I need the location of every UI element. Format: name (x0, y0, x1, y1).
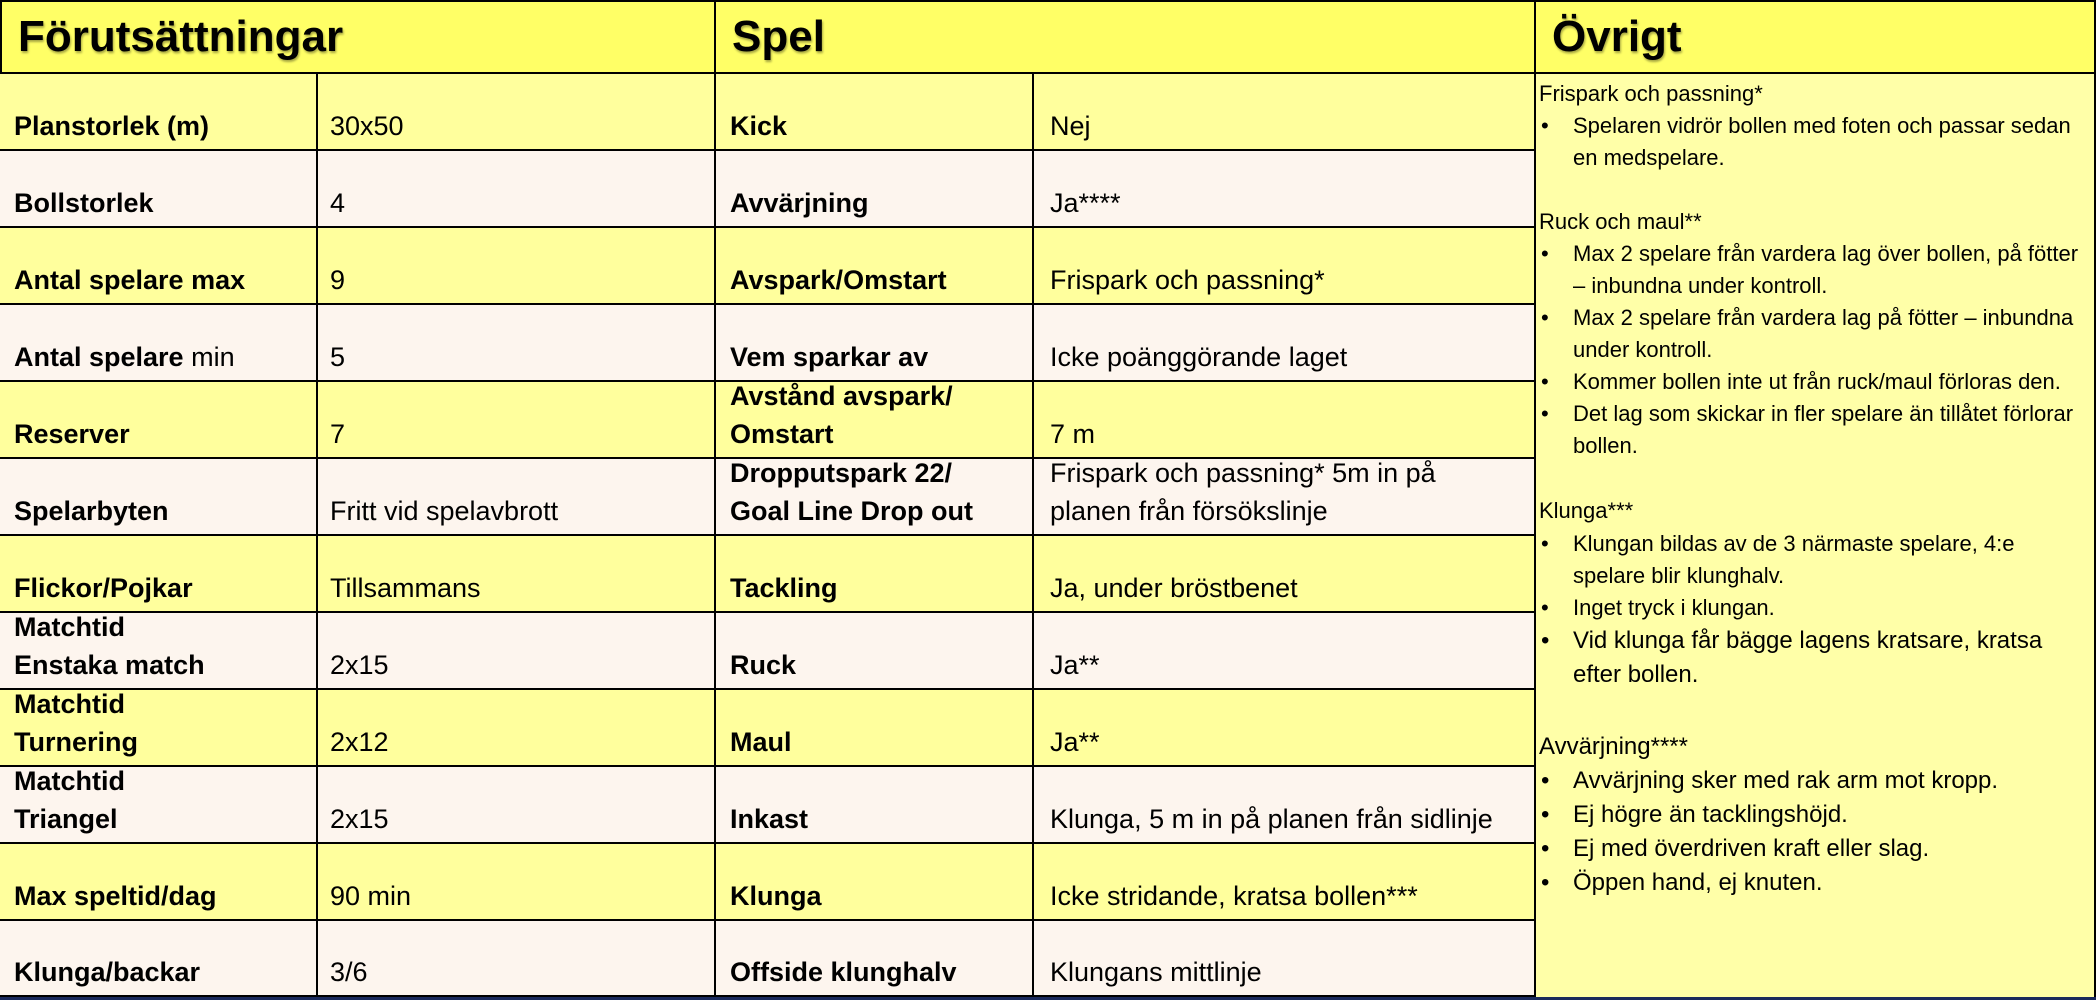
ovrigt-panel (1534, 74, 2096, 997)
header-ovrigt (1534, 0, 2096, 74)
condition-label (0, 382, 316, 457)
spel-label: Inkast (730, 804, 809, 834)
condition-label (0, 844, 316, 919)
condition-label-text: Matchtid Enstaka match (14, 612, 205, 680)
table-row (0, 536, 1536, 613)
spel-label: Tackling (730, 573, 838, 603)
list-item: • Avvärjning sker med rak arm mot kropp. (1539, 764, 2086, 798)
spel-value: Ja, under bröstbenet (1050, 573, 1298, 603)
table-row (0, 151, 1536, 228)
table-row (0, 74, 1536, 151)
condition-label-text: Antal spelare (14, 342, 184, 372)
condition-value: 2x12 (330, 727, 389, 757)
condition-label (0, 459, 316, 534)
condition-label-text: Matchtid Triangel (14, 766, 125, 834)
spel-value: Icke stridande, kratsa bollen*** (1050, 881, 1418, 911)
spel-value: Icke poänggörande laget (1050, 342, 1348, 372)
table-row (0, 382, 1536, 459)
ovrigt-section (1539, 494, 2086, 692)
spel-value: Klungans mittlinje (1050, 957, 1262, 987)
spel-value: Nej (1050, 111, 1091, 141)
spel-label: Dropputspark 22/ Goal Line Drop out (730, 458, 973, 526)
spel-value: Ja** (1050, 650, 1100, 680)
condition-label (0, 767, 316, 842)
condition-label-text: Spelarbyten (14, 496, 169, 526)
spel-label: Avstånd avspark/ Omstart (730, 381, 953, 449)
condition-value: 5 (330, 342, 346, 372)
table-row (0, 613, 1536, 690)
condition-label-text: Reserver (14, 419, 130, 449)
spel-value: Klunga, 5 m in på planen från sidlinje (1050, 804, 1493, 834)
spel-label: Avvärjning (730, 188, 869, 218)
divider (1032, 74, 1034, 997)
condition-label (0, 151, 316, 226)
condition-label-text: Max speltid/dag (14, 881, 217, 911)
condition-value: 30x50 (330, 111, 404, 141)
condition-value: 3/6 (330, 957, 368, 987)
condition-label (0, 921, 316, 995)
header-ovrigt-label: Övrigt (1552, 12, 1682, 61)
condition-value: 90 min (330, 881, 412, 911)
condition-label (0, 690, 316, 765)
ovrigt-list (1539, 764, 2086, 900)
table-row (0, 844, 1536, 921)
spel-label: Maul (730, 727, 792, 757)
ovrigt-section (1539, 206, 2086, 462)
spel-value: Frispark och passning* 5m in på planen från försökslinje (1050, 458, 1436, 526)
divider (316, 74, 318, 997)
condition-value: 2x15 (330, 804, 389, 834)
condition-value: 4 (330, 188, 346, 218)
header-forutsattningar (0, 0, 716, 74)
ovrigt-section-title: Klunga*** (1539, 498, 1634, 523)
ovrigt-section-title: Avvärjning**** (1539, 733, 1688, 760)
divider (714, 74, 716, 997)
spel-label: Ruck (730, 650, 797, 680)
condition-label-text: Antal spelare max (14, 265, 246, 295)
list-item: • Klungan bildas av de 3 närmaste spelare, 4:e spelare blir klunghalv. (1539, 528, 2086, 592)
table-row (0, 767, 1536, 844)
spel-label: Klunga (730, 881, 822, 911)
list-item: • Spelaren vidrör bollen med foten och passar sedan en medspelare. (1539, 110, 2086, 174)
condition-value: 2x15 (330, 650, 389, 680)
list-item: • Max 2 spelare från vardera lag över bollen, på fötter – inbundna under kontroll. (1539, 238, 2086, 302)
condition-label (0, 305, 316, 380)
spel-label: Offside klunghalv (730, 957, 957, 987)
header-spel (714, 0, 1536, 74)
table-row (0, 459, 1536, 536)
condition-value: 9 (330, 265, 346, 295)
spel-value: 7 m (1050, 419, 1096, 449)
condition-label-text: Flickor/Pojkar (14, 573, 193, 603)
list-item: • Det lag som skickar in fler spelare än tillåtet förlorar bollen. (1539, 398, 2086, 462)
spel-value: Ja** (1050, 727, 1100, 757)
ovrigt-list (1539, 110, 2086, 174)
condition-value: Fritt vid spelavbrott (330, 496, 559, 526)
condition-value: 7 (330, 419, 346, 449)
header-spel-label: Spel (732, 12, 825, 61)
ovrigt-section-title: Ruck och maul** (1539, 209, 1702, 234)
condition-value: Tillsammans (330, 573, 481, 603)
condition-label-suffix: min (183, 342, 235, 372)
ovrigt-section (1539, 78, 2086, 174)
list-item: • Max 2 spelare från vardera lag på fötter – inbundna under kontroll. (1539, 302, 2086, 366)
spel-label: Vem sparkar av (730, 342, 929, 372)
spel-value: Frispark och passning* (1050, 265, 1325, 295)
spel-label: Avspark/Omstart (730, 265, 947, 295)
spel-value: Ja**** (1050, 188, 1121, 218)
table-row (0, 690, 1536, 767)
table-row (0, 228, 1536, 305)
list-item: • Ej med överdriven kraft eller slag. (1539, 832, 2086, 866)
condition-label (0, 74, 316, 149)
table-row (0, 305, 1536, 382)
spel-label: Kick (730, 111, 788, 141)
condition-label (0, 228, 316, 303)
ovrigt-section-title: Frispark och passning* (1539, 81, 1763, 106)
condition-label-text: Matchtid Turnering (14, 689, 138, 757)
ovrigt-list (1539, 528, 2086, 692)
list-item: • Kommer bollen inte ut från ruck/maul förloras den. (1539, 366, 2086, 398)
condition-label (0, 613, 316, 688)
ovrigt-section (1539, 730, 2086, 900)
header-forutsattningar-label: Förutsättningar (18, 12, 344, 61)
condition-label (0, 536, 316, 611)
condition-label-text: Klunga/backar (14, 957, 201, 987)
list-item: • Öppen hand, ej knuten. (1539, 866, 2086, 900)
table-row (0, 921, 1536, 997)
list-item: • Ej högre än tacklingshöjd. (1539, 798, 2086, 832)
condition-label-text: Bollstorlek (14, 188, 154, 218)
list-item: • Vid klunga får bägge lagens kratsare, kratsa efter bollen. (1539, 624, 2086, 692)
list-item: • Inget tryck i klungan. (1539, 592, 2086, 624)
ovrigt-list (1539, 238, 2086, 462)
condition-label-text: Planstorlek (m) (14, 111, 210, 141)
